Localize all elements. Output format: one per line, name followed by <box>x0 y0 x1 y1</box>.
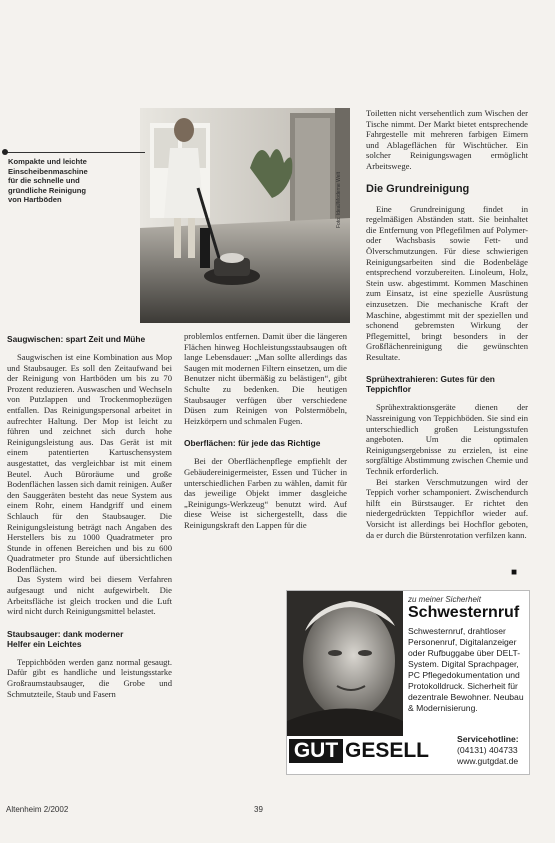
col3-body <box>366 108 528 172</box>
photo-caption: Kompakte und leichte Einscheibenmaschine für die schnelle und gründliche Reinigung von Hartböden <box>8 157 88 205</box>
caption-pointer-dot <box>2 149 8 155</box>
col3-paragraph-4: Bei starken Verschmutzungen wird der Teppich vorher schamponiert. Zwischendurch hilft ein Bürstsauger. Er richtet den niedergedrückten Teppichflor wieder auf. Vorsicht ist allerdings bei Hochflor geboten, da er durch die Bürstenrotation verfilzen kann. <box>366 476 528 540</box>
ad-phone: (04131) 404733 <box>457 745 518 755</box>
ad-title: Schwesternruf <box>408 604 520 621</box>
ad-photo <box>287 591 403 736</box>
cleaning-photo <box>140 108 350 323</box>
heading-staubsauger: Staubsauger: dank moderner Helfer ein Leichtes <box>7 628 124 649</box>
col3-paragraph-2: Eine Grundreinigung findet in regelmäßigen Abständen statt. Sie beinhaltet die Entfernung von Pflegefilmen auf Polymer- oder Wachsbasis sowie Fett- und Ölverschmutzungen. Für diese schwierigen Reinigungsarbeiten sind die Bodenbeläge entsprechend vorzubereiten. Linoleum, Holz, Stein usw. abgestimmt. Kommen Maschinen zum Einsatz, ist eine spezielle Ausrüstung einzusetzen. Die mechanische Kraft der Maschine, abgestimmt mit der speziellen und schonend gebremsten Wirkung der Pflegemittel, bringt besonders in der Großflächenreinigung die gewünschten Resultate. <box>366 203 528 362</box>
col2-paragraph-1: problemlos entfernen. Damit über die längeren Flächen hinweg Hochleistungsstaubsaugen oft lange Lebensdauer: „Man sollte allerdings das Saugen mit modernen Filtern einsetzen, um die Benutzer nicht übermäßig zu belästigen“, gibt Schulte zu bedenken. Die heutigen Staubsauger verfügen über verschiedene Düsen zum Reinigen von Polstermöbeln, Heizkörpern und schmalen Fugen. <box>184 331 347 426</box>
heading-saugwischen: Saugwischen: spart Zeit und Mühe <box>7 334 146 344</box>
elderly-woman-portrait <box>287 591 403 736</box>
column-1 <box>7 334 172 699</box>
col1-paragraph-3: Teppichböden werden ganz normal gesaugt. Dafür gibt es handliche und leistungsstarke Großraumstaubsauger, die Grobe und Schmutzteile, Staub und Fasern <box>7 656 172 699</box>
article-end-mark: ■ <box>511 567 518 578</box>
col2-body <box>184 331 347 426</box>
col3-paragraph-1: Toiletten nicht versehentlich zum Wischen der Tische nimmt. Der Markt bietet entsprechende Fahrgestelle mit mehreren farbigen Eimern und Ablageflächen für Wischtücher. Ein solcher Reinigungswagen ermöglicht Arbeitswege. <box>366 108 528 171</box>
ad-logo-gesell: GESELL <box>345 739 430 762</box>
column-2 <box>184 331 347 531</box>
col3-paragraph-3: Sprühextraktionsgeräte dienen der Nassreinigung von Teppichböden. Sie sind ein unterschiedlich großen Leistungsstufen angeboten. Um die optimalen Reinigungsergebnisse zu erzielen, ist eine sorgfältige Abstimmung zwischen Chemie und Technik erforderlich. <box>366 402 528 477</box>
col1-body <box>7 352 172 617</box>
col3-body-2 <box>366 204 528 363</box>
ad-logo-gut: GUT <box>289 739 343 763</box>
ad-body: Schwesternruf, drahtloser Personenruf, Digitalanzeiger oder Rufbuggabe über DELT-System. Digital Sprachpager, PC Pflegedokumentation und Protokolldruck. Sicherheit für dezentrale Bewohner. Neubau & Modernisierung. <box>408 626 524 713</box>
heading-grundreinigung: Die Grundreinigung <box>366 182 470 195</box>
col2-body-2 <box>184 456 347 530</box>
ad-tagline: zu meiner Sicherheit <box>408 595 481 604</box>
photo-illustration <box>140 108 350 323</box>
col1-paragraph-2: Das System wird bei diesem Verfahren aufgesaugt und nicht aufgewirbelt. Die Arbeitsfläche ist gleich trocken und die Luft wird nicht durch Reinigungsmittel belastet. <box>7 574 172 617</box>
advertisement <box>286 590 530 775</box>
caption-pointer-line <box>5 152 145 153</box>
col1-body-2 <box>7 657 172 699</box>
footer-page-number: 39 <box>254 805 263 814</box>
photo-credit: Foto: Ideal/Moderne Welt <box>336 171 342 228</box>
col2-paragraph-2: Bei der Oberflächenpflege empfiehlt der Gebäudereinigermeister, Essen und Tücher in unterschiedlichen Farben zu wählen, damit für das jeweilige Objekt immer dasgleiche „Reinigungs-Werkzeug“ benutzt wird. Auf diese Weise ist sichergestellt, dass die Reinigungskraft den Lappen für die <box>184 456 347 530</box>
column-3 <box>366 108 528 540</box>
heading-spruehextrahieren: Sprühextrahieren: Gutes für den Teppichflor <box>366 374 495 395</box>
ad-hotline-label: Servicehotline: <box>457 734 519 744</box>
col3-body-3 <box>366 402 528 540</box>
ad-website: www.gutgdat.de <box>457 756 519 766</box>
footer-publication: Altenheim 2/2002 <box>6 805 69 814</box>
col1-paragraph-1: Saugwischen ist eine Kombination aus Mop und Staubsauger. Es soll den Zeitaufwand bei der Reinigung von Hartböden um bis zu 70 Prozent reduzieren. Auswaschen und Wechseln von Putzlappen und Trockenmopbezügen entfallen. Das Reinigungspersonal arbeitet in aufrechter Haltung. Der Mop ist leicht zu führen und zeichnet sich durch hohe Reinigungsleistung aus. Das Gerät ist mit einem patentierten Kartuschensystem ausgestattet, das vergleichbar ist mit einem Beutel. Auch Büroräume und große Bodenflächen lassen sich damit reinigen. Außer den Sauggeräten besteht das neue System aus einem Rohr, einem Handgriff und einem Schlauch für den Staubsauger. Die Reinigungsleistung beträgt nach Angaben des Herstellers bis zu 1000 Quadratmeter pro Stunde in offenen Bereichen und bis zu 600 Quadratmeter pro Stunde auf übersichtlichen Bodenflächen. <box>7 352 172 574</box>
heading-oberflaechen: Oberflächen: für jede das Richtige <box>184 438 321 449</box>
